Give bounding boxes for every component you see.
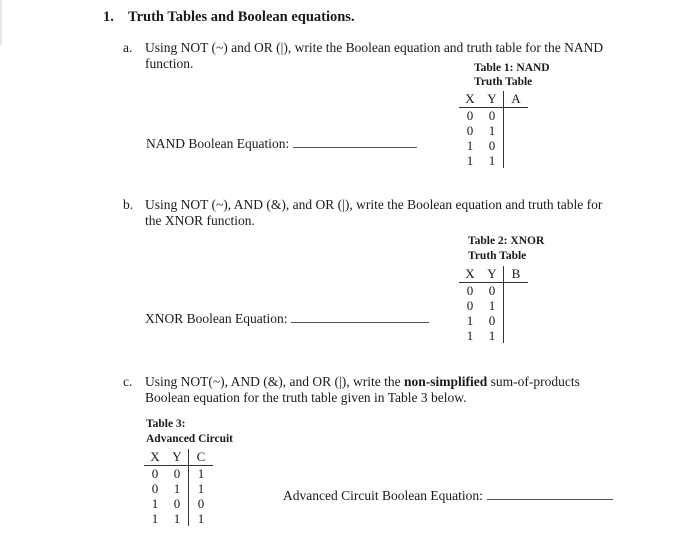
table-row <box>459 138 528 153</box>
cell-x: 0 <box>466 298 474 313</box>
cell-y: 0 <box>488 108 496 123</box>
table-row <box>459 123 528 138</box>
cell-y: 0 <box>488 138 496 153</box>
header-c: C <box>189 449 214 466</box>
table3-caption <box>146 417 233 446</box>
cell-x: 1 <box>466 153 474 168</box>
xnor-equation-label: XNOR Boolean Equation: <box>145 311 288 326</box>
table-header-row <box>459 91 528 108</box>
cell-x: 0 <box>466 283 474 298</box>
header-y: Y <box>166 449 189 466</box>
table2-caption-title: Table 2: XNOR <box>468 235 545 247</box>
header-y: Y <box>481 266 504 283</box>
cell-c: 1 <box>189 481 214 496</box>
table2-xnor-truth-table <box>459 266 528 343</box>
cell-y: 1 <box>173 481 181 496</box>
section-number: 1. <box>103 9 114 25</box>
table-row <box>459 298 528 313</box>
question-b-letter: b. <box>123 197 134 212</box>
table-row <box>459 313 528 328</box>
cell-x: 0 <box>151 481 159 496</box>
table-row <box>144 511 213 526</box>
cell-y: 1 <box>488 298 496 313</box>
question-b-line2: the XNOR function. <box>145 213 255 228</box>
table1-nand-truth-table <box>459 91 528 168</box>
nand-equation-line <box>146 135 417 152</box>
advanced-circuit-equation-blank[interactable] <box>487 487 613 500</box>
cell-b[interactable] <box>504 313 529 328</box>
cell-a[interactable] <box>504 138 529 153</box>
header-x: X <box>144 449 166 466</box>
advanced-circuit-equation-line <box>283 487 613 504</box>
question-a <box>123 40 643 74</box>
cell-x: 1 <box>151 511 159 526</box>
cell-y: 0 <box>488 283 496 298</box>
question-c <box>123 374 663 408</box>
cell-x: 1 <box>151 496 159 511</box>
cell-a[interactable] <box>504 153 529 168</box>
cell-y: 0 <box>173 496 181 511</box>
question-c-line2: Boolean equation for the truth table given in Table 3 below. <box>145 390 467 405</box>
nand-equation-blank[interactable] <box>293 135 417 148</box>
cell-a[interactable] <box>504 108 529 124</box>
cell-y: 1 <box>488 123 496 138</box>
nand-equation-label: NAND Boolean Equation: <box>146 136 290 151</box>
question-a-line2: function. <box>145 56 194 71</box>
cell-x: 0 <box>466 123 474 138</box>
question-a-letter: a. <box>123 40 133 55</box>
table1-caption-title: Table 1: NAND <box>474 62 550 74</box>
cell-y: 1 <box>488 153 496 168</box>
cell-y: 1 <box>488 328 496 343</box>
header-a: A <box>504 91 529 108</box>
table3-caption-subtitle: Advanced Circuit <box>146 433 233 445</box>
cell-x: 1 <box>466 328 474 343</box>
header-x: X <box>459 266 481 283</box>
table2-caption-subtitle: Truth Table <box>468 250 527 262</box>
cell-b[interactable] <box>504 328 529 343</box>
cell-y: 0 <box>173 466 181 481</box>
question-c-line1 <box>145 374 580 390</box>
table3-caption-title: Table 3: <box>146 418 186 430</box>
cell-y: 1 <box>173 511 181 526</box>
advanced-circuit-equation-label: Advanced Circuit Boolean Equation: <box>283 488 483 503</box>
cell-c: 1 <box>189 466 214 482</box>
section-heading <box>103 9 355 26</box>
non-simplified-emphasis: non-simplified <box>403 374 488 389</box>
cell-c: 1 <box>189 511 214 526</box>
cell-b[interactable] <box>504 283 529 299</box>
xnor-equation-blank[interactable] <box>291 310 429 323</box>
table-row <box>144 496 213 511</box>
table-header-row <box>459 266 528 283</box>
table3-advanced-circuit-truth-table <box>144 449 213 526</box>
section-title: Truth Tables and Boolean equations. <box>128 9 355 25</box>
question-c-letter: c. <box>123 374 133 389</box>
table2-caption <box>468 234 544 263</box>
question-b-line1: Using NOT (~), AND (&), and OR (|), write the Boolean equation and truth table for <box>145 197 603 212</box>
table-row <box>144 466 213 482</box>
header-y: Y <box>481 91 504 108</box>
question-c-line1-pre: Using NOT(~), AND (&), and OR (|), write the <box>145 374 404 389</box>
xnor-equation-line <box>145 310 429 327</box>
page-edge <box>0 0 2 45</box>
cell-x: 0 <box>466 108 474 123</box>
header-x: X <box>459 91 481 108</box>
table1-caption-subtitle: Truth Table <box>474 76 533 88</box>
cell-x: 0 <box>151 466 159 481</box>
question-c-line1-post: sum-of-products <box>487 374 580 389</box>
table1-caption <box>474 61 550 89</box>
table-row <box>459 328 528 343</box>
table-row <box>459 283 528 299</box>
table-header-row <box>144 449 213 466</box>
cell-x: 1 <box>466 138 474 153</box>
question-a-line1: Using NOT (~) and OR (|), write the Boolean equation and truth table for the NAND <box>145 40 604 55</box>
cell-x: 1 <box>466 313 474 328</box>
cell-b[interactable] <box>504 298 529 313</box>
table-row <box>459 108 528 124</box>
cell-c: 0 <box>189 496 214 511</box>
table-row <box>459 153 528 168</box>
question-b <box>123 197 663 231</box>
table-row <box>144 481 213 496</box>
cell-y: 0 <box>488 313 496 328</box>
header-b: B <box>504 266 529 283</box>
cell-a[interactable] <box>504 123 529 138</box>
